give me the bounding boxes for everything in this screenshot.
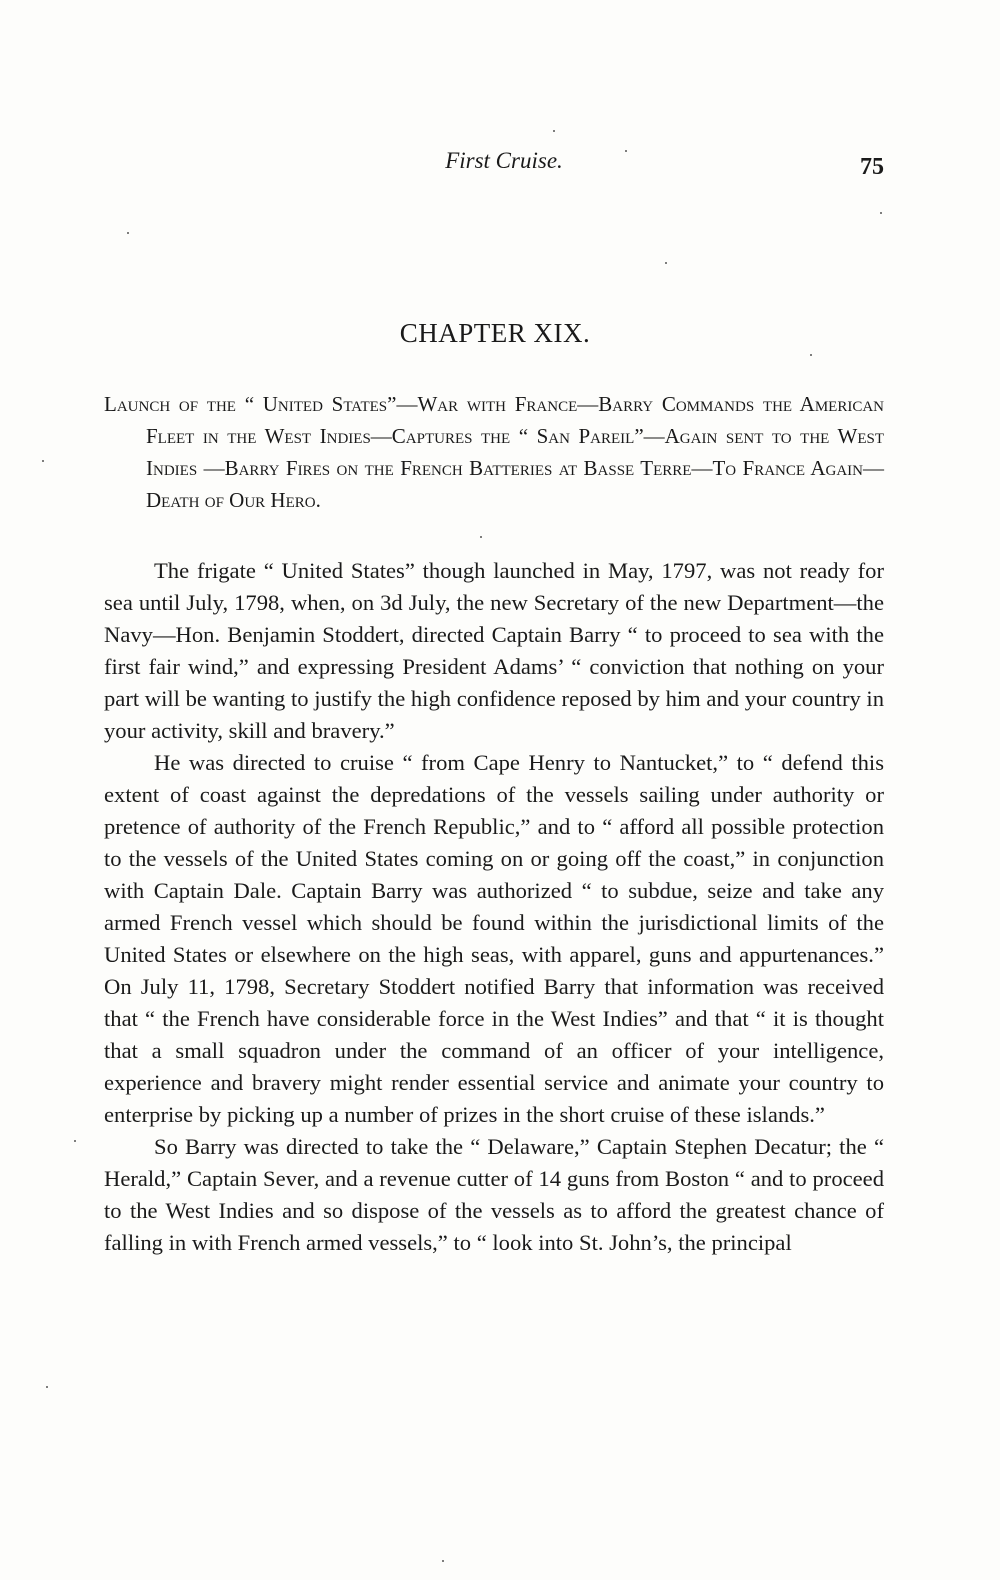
chapter-heading: CHAPTER XIX. xyxy=(399,318,591,348)
page-number: 75 xyxy=(860,154,884,180)
scan-speck xyxy=(665,262,667,264)
paragraph-3: So Barry was directed to take the “ Delaware,” Captain Stephen Decatur; the “ Herald,” Captain Sever, and a revenue cutter of 14 guns from Boston “ and to proceed to the West Indies and so dispose of the vessels as to afford the greatest chance of falling in with French armed vessels,” to “ look into St. John’s, the principal xyxy=(104,1134,884,1255)
scan-speck xyxy=(42,460,44,462)
scan-speck xyxy=(553,130,555,132)
scan-speck xyxy=(127,232,129,234)
scan-speck xyxy=(625,150,627,152)
scan-speck xyxy=(74,1140,76,1142)
body-text xyxy=(104,555,884,1259)
running-title: First Cruise. xyxy=(445,148,563,173)
scan-speck xyxy=(810,354,812,356)
scan-speck xyxy=(46,1386,48,1388)
scan-speck xyxy=(480,536,482,538)
paragraph-1: The frigate “ United States” though launched in May, 1797, was not ready for sea until July, 1798, when, on 3d July, the new Secretary of the new Department—the Navy—Hon. Benjamin Stoddert, directed Captain Barry “ to proceed to sea with the first fair wind,” and expressing President Adams’ “ conviction that nothing on your part will be wanting to justify the high confidence reposed by him and your country in your activity, skill and bravery.” xyxy=(104,558,884,743)
scan-speck xyxy=(880,212,882,214)
chapter-synopsis: Launch of the “ United States”—War with France—Barry Commands the American Fleet in the West Indies—Captures the “ San Pareil”—Again sent to the West Indies —Barry Fires on the French Batteries at Basse Terre—To France Again—Death of Our Hero. xyxy=(104,392,884,512)
paragraph-2: He was directed to cruise “ from Cape Henry to Nantucket,” to “ defend this extent of coast against the depredations of the vessels sailing under authority or pretence of authority of the French Republic,” and to “ afford all possible protection to the vessels of the United States coming on or going off the coast,” in conjunction with Captain Dale. Captain Barry was authorized “ to subdue, seize and take any armed French vessel which should be found within the jurisdictional limits of the United States or elsewhere on the high seas, with apparel, guns and appurtenances.” On July 11, 1798, Secretary Stoddert notified Barry that information was received that “ the French have considerable force in the West Indies” and that “ it is thought that a small squadron under the command of an officer of your intelligence, experience and bravery might render essential service and animate your country to enterprise by picking up a number of prizes in the short cruise of these islands.” xyxy=(104,750,884,1127)
scan-speck xyxy=(442,1560,444,1562)
running-head xyxy=(104,148,884,184)
